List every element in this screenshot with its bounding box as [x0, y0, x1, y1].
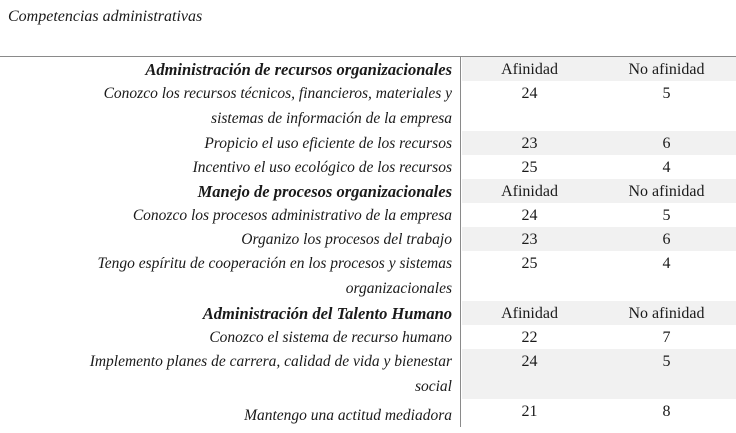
- row-label: Implemento planes de carrera, calidad de vida y bienestar social: [89, 353, 452, 395]
- section-heading: Administración del Talento Humano: [202, 304, 452, 323]
- table-row: [0, 251, 736, 301]
- table-row: [0, 203, 736, 227]
- table-row: [0, 131, 736, 155]
- affinity-value: 25: [521, 255, 538, 272]
- affinity-value: 24: [521, 85, 538, 102]
- row-label: Incentivo el uso ecológico de los recursos: [192, 159, 452, 176]
- section-heading: Manejo de procesos organizacionales: [197, 182, 452, 201]
- table-row: [0, 349, 736, 399]
- affinity-value: 25: [521, 159, 538, 176]
- no-affinity-value: 6: [662, 135, 671, 152]
- row-label: Conozco los procesos administrativo de la empresa: [132, 207, 452, 224]
- table-row: [0, 155, 736, 179]
- row-label: Organizo los procesos del trabajo: [241, 231, 452, 248]
- table-row: [0, 399, 736, 427]
- col-header-no-affinity: No afinidad: [628, 183, 705, 200]
- col-header-no-affinity: No afinidad: [628, 61, 705, 78]
- no-affinity-value: 5: [662, 85, 671, 102]
- no-affinity-value: 6: [662, 231, 671, 248]
- affinity-value: 22: [521, 329, 538, 346]
- no-affinity-value: 5: [662, 207, 671, 224]
- row-label: Mantengo una actitud mediadora: [244, 407, 452, 424]
- table-row: [0, 81, 736, 131]
- affinity-value: 23: [521, 231, 538, 248]
- section-heading: Administración de recursos organizacionales: [145, 60, 452, 79]
- table-row: [0, 325, 736, 349]
- page-title: Competencias administrativas: [8, 8, 203, 25]
- row-label: Conozco el sistema de recurso humano: [209, 329, 452, 346]
- col-header-no-affinity: No afinidad: [628, 305, 705, 322]
- section-header-row: [0, 179, 736, 203]
- row-label: Conozco los recursos técnicos, financieros, materiales y sistemas de información de la empresa: [103, 85, 452, 127]
- col-header-affinity: Afinidad: [501, 61, 558, 78]
- col-header-affinity: Afinidad: [501, 305, 558, 322]
- affinity-value: 24: [521, 207, 538, 224]
- section-header-row: [0, 57, 736, 81]
- no-affinity-value: 4: [662, 255, 671, 272]
- row-label: Propicio el uso eficiente de los recursos: [204, 135, 452, 152]
- no-affinity-value: 4: [662, 159, 671, 176]
- no-affinity-value: 7: [662, 329, 671, 346]
- no-affinity-value: 8: [662, 403, 671, 420]
- row-label: Tengo espíritu de cooperación en los procesos y sistemas organizacionales: [97, 255, 452, 297]
- section-header-row: [0, 301, 736, 325]
- affinity-value: 23: [521, 135, 538, 152]
- table-row: [0, 227, 736, 251]
- affinity-value: 21: [521, 403, 538, 420]
- competencies-table: [0, 56, 736, 427]
- affinity-value: 24: [521, 353, 538, 370]
- col-header-affinity: Afinidad: [501, 183, 558, 200]
- no-affinity-value: 5: [662, 353, 671, 370]
